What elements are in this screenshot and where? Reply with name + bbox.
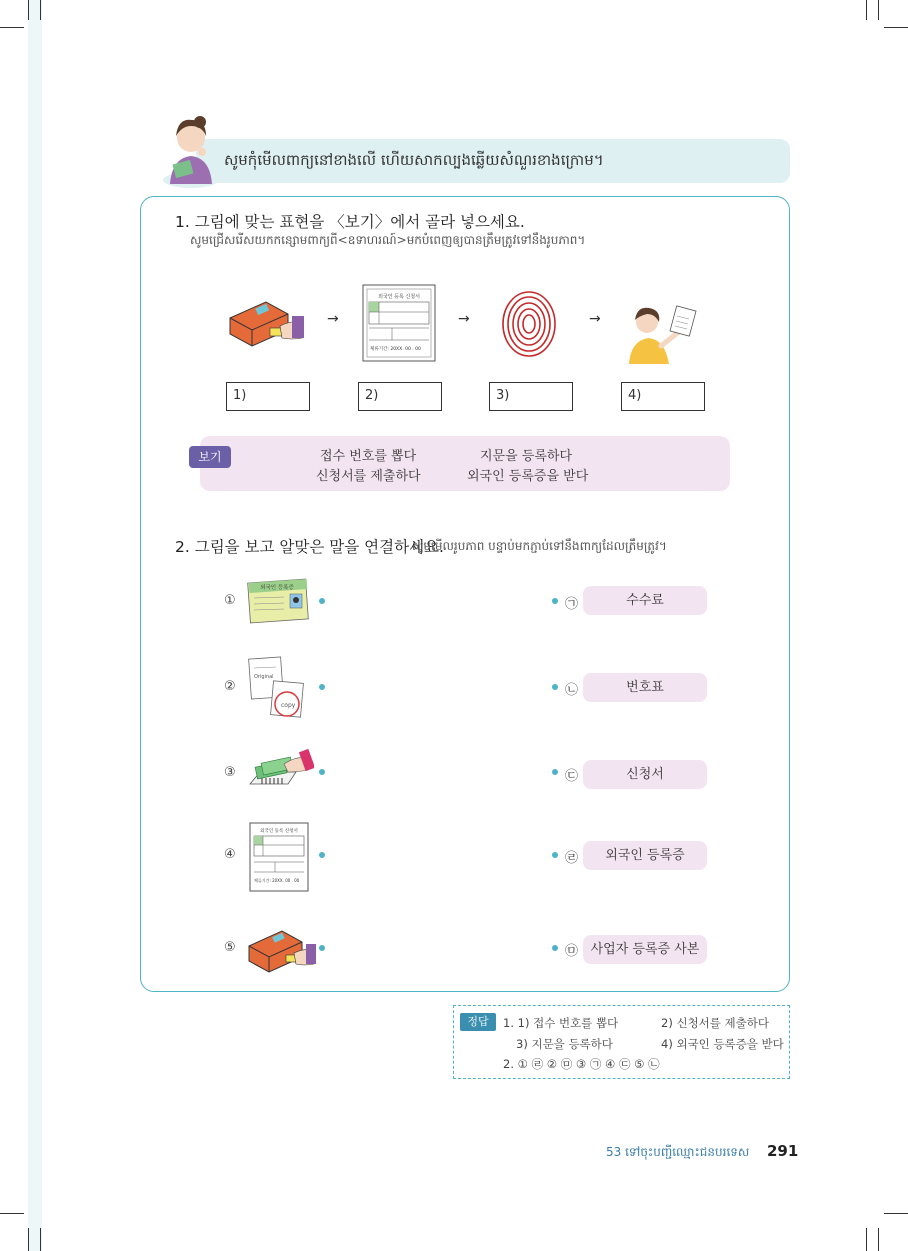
- person-with-card-image: [625, 300, 703, 364]
- match-word: 외국인 등록증: [583, 841, 707, 870]
- match-letter: ㉢: [565, 769, 579, 784]
- ticket-machine-image: [246, 926, 316, 974]
- arrow-icon: →: [458, 311, 470, 327]
- match-dot-left[interactable]: [319, 598, 325, 604]
- match-word: 번호표: [583, 673, 707, 702]
- instruction-text: សូមកុំមើលពាក្យនៅខាងលើ ហើយសាកល្បងឆ្លើយសំណួរខាងក្រោម។: [224, 151, 604, 169]
- answer-line: 2. ① ㉣ ② ㉤ ③ ㉠ ④ ㉢ ⑤ ㉡: [503, 1057, 660, 1071]
- crop-mark: [866, 1228, 867, 1251]
- original-text: Original: [254, 674, 274, 680]
- answer-box-1[interactable]: 1): [226, 382, 310, 411]
- q2-subtitle: សូមមើលរូបភាព បន្ទាប់មកភ្ជាប់ទៅនឹងពាក្យដែលត្រឹមត្រូវ។: [412, 539, 667, 553]
- form-title-text: 외국인 등록 신청서: [260, 829, 298, 834]
- answer-line: 2) 신청서를 제출하다: [661, 1016, 769, 1030]
- arrow-icon: →: [327, 311, 339, 327]
- ticket-machine-image: [226, 296, 304, 348]
- match-dot-right[interactable]: [552, 598, 558, 604]
- crop-mark: [40, 1228, 41, 1251]
- q1-title: 1. 그림에 맞는 표현을 〈보기〉에서 골라 넣으세요.: [175, 213, 525, 231]
- crop-mark: [28, 1228, 29, 1251]
- match-letter: ㉣: [565, 851, 579, 866]
- match-word: 신청서: [583, 760, 707, 789]
- match-dot-right[interactable]: [552, 684, 558, 690]
- answer-box-3[interactable]: 3): [489, 382, 573, 411]
- instruction-bar: [196, 139, 790, 183]
- match-dot-left[interactable]: [319, 852, 325, 858]
- crop-mark: [884, 1213, 908, 1214]
- example-word: 접수 번호를 뽑다: [320, 449, 417, 464]
- example-word: 지문을 등록하다: [480, 449, 573, 464]
- match-dot-left[interactable]: [319, 769, 325, 775]
- match-dot-left[interactable]: [319, 945, 325, 951]
- example-word: 외국인 등록증을 받다: [467, 469, 589, 484]
- example-word: 신청서를 제출하다: [316, 469, 421, 484]
- form-date-text: 체류기간: 20XX. 00 . 00: [254, 878, 300, 883]
- copy-document-image: [246, 656, 308, 720]
- id-card-image: [246, 578, 310, 626]
- example-label: 보기: [189, 446, 231, 468]
- copy-text: copy: [281, 702, 296, 709]
- crop-mark: [0, 1213, 24, 1214]
- fingerprint-image: [497, 286, 561, 360]
- match-letter: ㉤: [565, 944, 579, 959]
- example-panel: [200, 436, 730, 491]
- item-number: ②: [224, 679, 236, 694]
- crop-mark: [866, 0, 867, 20]
- answer-line: 1. 1) 접수 번호를 뽑다: [503, 1016, 619, 1030]
- form-date-text: 체류기간: 20XX. 00 . 00: [370, 347, 421, 352]
- crop-mark: [28, 0, 29, 20]
- page-margin-strip: [28, 0, 42, 1251]
- item-number: ③: [224, 765, 236, 780]
- match-dot-right[interactable]: [552, 945, 558, 951]
- match-dot-right[interactable]: [552, 852, 558, 858]
- crop-mark: [40, 0, 41, 20]
- match-letter: ㉠: [565, 597, 579, 612]
- item-number: ④: [224, 847, 236, 862]
- answer-box-2[interactable]: 2): [358, 382, 442, 411]
- application-form-image: [249, 822, 309, 892]
- crop-mark: [878, 0, 879, 20]
- match-word: 수수료: [583, 586, 707, 615]
- lesson-title: 53 ទៅចុះបញ្ជីឈ្មោះជនបរទេស: [606, 1145, 750, 1159]
- answer-line: 4) 외국인 등록증을 받다: [661, 1037, 784, 1051]
- answer-key-label: 정답: [460, 1013, 496, 1031]
- teacher-illustration: [160, 110, 222, 188]
- crop-mark: [884, 27, 908, 28]
- form-title-text: 외국인 등록 신청서: [378, 294, 420, 300]
- application-form-image: [362, 284, 436, 362]
- match-dot-left[interactable]: [319, 684, 325, 690]
- item-number: ⑤: [224, 940, 236, 955]
- page-number: 291: [767, 1142, 799, 1160]
- match-word: 사업자 등록증 사본: [583, 935, 707, 964]
- card-title-text: 외국인 등록증: [260, 585, 294, 591]
- crop-mark: [0, 27, 24, 28]
- crop-mark: [878, 1228, 879, 1251]
- match-letter: ㉡: [565, 683, 579, 698]
- money-payment-image: [248, 748, 314, 794]
- item-number: ①: [224, 593, 236, 608]
- q1-subtitle: សូមជ្រើសរើសយកកន្សោមពាក្យពី<ឧទាហរណ៍>មកបំពេញឲ្យបានត្រឹមត្រូវទៅនឹងរូបភាព។: [190, 233, 586, 247]
- q2-title: 2. 그림을 보고 알맞은 말을 연결하세요.: [175, 538, 444, 556]
- answer-line: 3) 지문을 등록하다: [516, 1037, 613, 1051]
- match-dot-right[interactable]: [552, 769, 558, 775]
- answer-box-4[interactable]: 4): [621, 382, 705, 411]
- arrow-icon: →: [589, 311, 601, 327]
